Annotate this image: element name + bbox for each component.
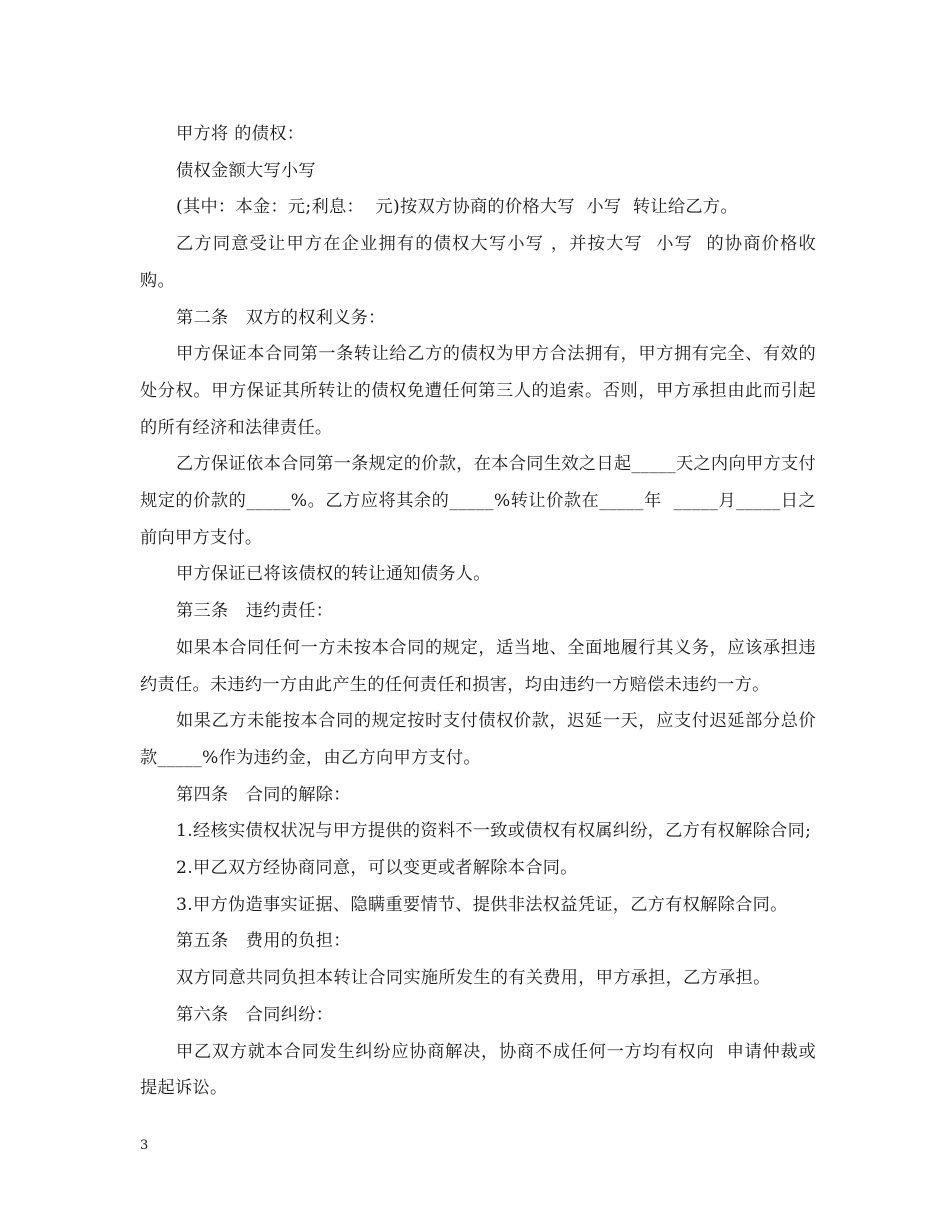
paragraph: 如果本合同任何一方未按本合同的规定，适当地、全面地履行其义务，应该承担违约责任。未违约一方由此产生的任何责任和损害，均由违约一方赔偿未违约一方。	[140, 637, 816, 695]
section-heading: 第五条 费用的负担：	[176, 931, 351, 952]
list-item: 1.经核实债权状况与甲方提供的资料不一致或债权有权属纠纷，乙方有权解除合同;	[176, 821, 812, 842]
section-heading: 第四条 合同的解除：	[176, 784, 351, 805]
document-body	[140, 116, 816, 1107]
paragraph: 甲方保证本合同第一条转让给乙方的债权为甲方合法拥有，甲方拥有完全、有效的处分权。甲方保证其所转让的债权免遭任何第三人的追索。否则，甲方承担由此而引起的所有经济和法律责任。	[140, 344, 816, 438]
paragraph: 债权金额大写小写	[176, 160, 316, 181]
paragraph: 甲方保证已将该债权的转让通知债务人。	[176, 564, 491, 585]
paragraph: 双方同意共同负担本转让合同实施所发生的有关费用，甲方承担，乙方承担。	[176, 968, 771, 989]
paragraph: 乙方保证依本合同第一条规定的价款，在本合同生效之日起_____天之内向甲方支付规定的价款的_____%。乙方应将其余的_____%转让价款在_____年 _____月_____日之前向甲方支付。	[140, 454, 816, 548]
list-item: 2.甲乙双方经协商同意，可以变更或者解除本合同。	[176, 858, 578, 879]
paragraph: 甲方将 的债权：	[176, 124, 305, 144]
section-heading: 第二条 双方的权利义务：	[176, 307, 386, 328]
paragraph: 如果乙方未能按本合同的规定按时支付债权价款，迟延一天，应支付迟延部分总价款_____%作为违约金，由乙方向甲方支付。	[140, 711, 816, 768]
paragraph: 乙方同意受让甲方在企业拥有的债权大写小写 ，并按大写 小写 的协商价格收购。	[140, 234, 816, 291]
list-item: 3.甲方伪造事实证据、隐瞒重要情节、提供非法权益凭证，乙方有权解除合同。	[176, 894, 788, 915]
page-number: 3	[140, 1138, 149, 1153]
section-heading: 第三条 违约责任：	[176, 601, 334, 622]
paragraph: (其中：本金：元;利息： 元)按双方协商的价格大写 小写 转让给乙方。	[176, 197, 738, 218]
section-heading: 第六条 合同纠纷：	[176, 1004, 334, 1025]
paragraph: 甲乙双方就本合同发生纠纷应协商解决，协商不成任何一方均有权向 申请仲裁或提起诉讼。	[140, 1041, 816, 1099]
